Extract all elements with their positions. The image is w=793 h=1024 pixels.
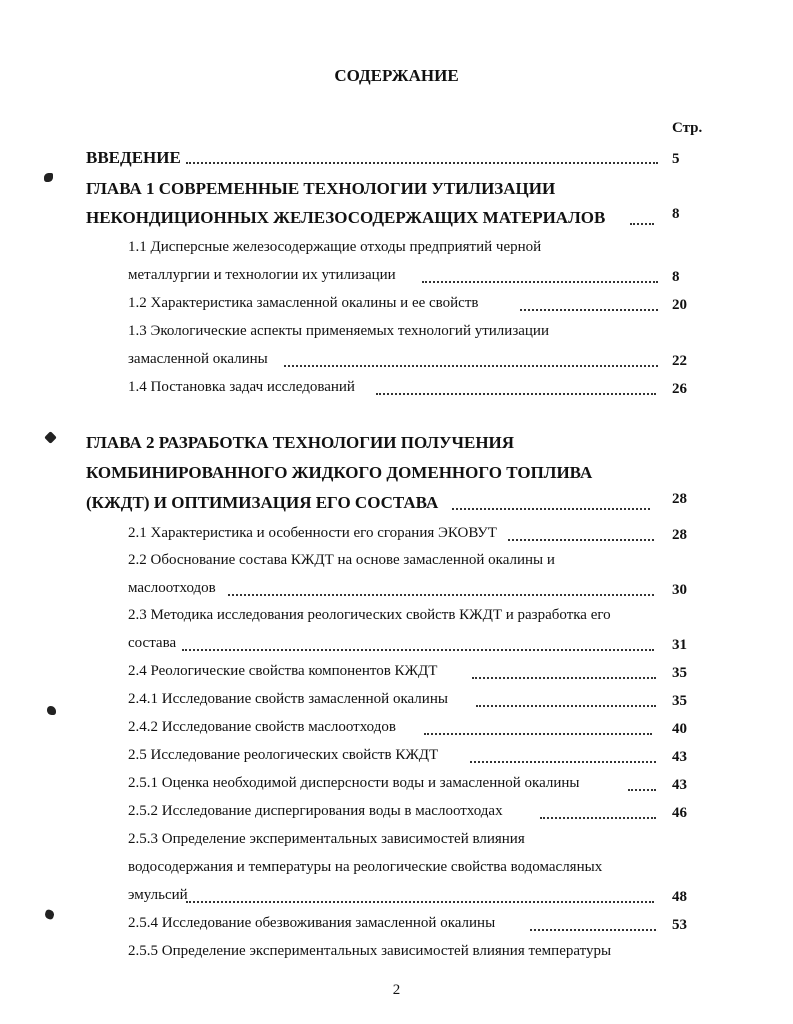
scan-mark bbox=[44, 431, 57, 444]
scan-mark bbox=[44, 909, 56, 921]
page-ref: 26 bbox=[672, 381, 687, 397]
toc-entry-2-5-3-line3: эмульсий bbox=[128, 887, 188, 903]
toc-chapter-1-line1: ГЛАВА 1 СОВРЕМЕННЫЕ ТЕХНОЛОГИИ УТИЛИЗАЦИИ bbox=[86, 179, 556, 198]
page-ref: 46 bbox=[672, 805, 687, 821]
toc-entry-1-2: 1.2 Характеристика замасленной окалины и ее свойств bbox=[128, 295, 479, 311]
toc-entry-1-1-line1: 1.1 Дисперсные железосодержащие отходы предприятий черной bbox=[128, 239, 542, 255]
dot-leader bbox=[452, 506, 650, 510]
toc-entry-intro: ВВЕДЕНИЕ bbox=[86, 148, 181, 167]
page-ref: 31 bbox=[672, 637, 687, 653]
page-ref: 28 bbox=[672, 491, 687, 507]
toc-chapter-2-line3: (КЖДТ) И ОПТИМИЗАЦИЯ ЕГО СОСТАВА bbox=[86, 493, 439, 512]
toc-entry-2-5-3-line1: 2.5.3 Определение экспериментальных зависимостей влияния bbox=[128, 831, 525, 847]
page-ref: 53 bbox=[672, 917, 687, 933]
dot-leader bbox=[520, 307, 658, 311]
dot-leader bbox=[508, 537, 654, 541]
page-ref: 30 bbox=[672, 582, 687, 598]
dot-leader bbox=[182, 647, 654, 651]
dot-leader bbox=[284, 363, 658, 367]
dot-leader bbox=[422, 279, 658, 283]
toc-entry-2-5-4: 2.5.4 Исследование обезвоживания замасленной окалины bbox=[128, 915, 496, 931]
page-ref: 48 bbox=[672, 889, 687, 905]
page-ref: 22 bbox=[672, 353, 687, 369]
toc-entry-2-4-1: 2.4.1 Исследование свойств замасленной окалины bbox=[128, 691, 448, 707]
toc-chapter-2-line1: ГЛАВА 2 РАЗРАБОТКА ТЕХНОЛОГИИ ПОЛУЧЕНИЯ bbox=[86, 433, 515, 452]
page-number: 2 bbox=[392, 982, 401, 998]
dot-leader bbox=[476, 703, 656, 707]
dot-leader bbox=[424, 731, 652, 735]
toc-entry-2-5-1: 2.5.1 Оценка необходимой дисперсности воды и замасленной окалины bbox=[128, 775, 580, 791]
scan-mark bbox=[47, 706, 56, 715]
dot-leader bbox=[472, 675, 656, 679]
page-ref: 40 bbox=[672, 721, 687, 737]
page-ref: 5 bbox=[672, 151, 680, 167]
toc-entry-2-5-2: 2.5.2 Исследование диспергирования воды в маслоотходах bbox=[128, 803, 503, 819]
toc-entry-1-3-line2: замасленной окалины bbox=[128, 351, 268, 367]
dot-leader bbox=[376, 391, 656, 395]
toc-entry-1-4: 1.4 Постановка задач исследований bbox=[128, 379, 355, 395]
toc-entry-2-1: 2.1 Характеристика и особенности его сгорания ЭКОВУТ bbox=[128, 525, 497, 541]
dot-leader bbox=[470, 759, 656, 763]
page-ref: 35 bbox=[672, 693, 687, 709]
dot-leader bbox=[530, 927, 656, 931]
page-ref: 8 bbox=[672, 269, 680, 285]
page-ref: 20 bbox=[672, 297, 687, 313]
dot-leader bbox=[228, 592, 654, 596]
toc-entry-2-2-line1: 2.2 Обоснование состава КЖДТ на основе замасленной окалины и bbox=[128, 552, 555, 568]
page-ref: 28 bbox=[672, 527, 687, 543]
pages-column-header: Стр. bbox=[672, 120, 703, 136]
scan-mark bbox=[44, 173, 53, 182]
dot-leader bbox=[540, 815, 656, 819]
dot-leader bbox=[186, 899, 654, 903]
page-ref: 35 bbox=[672, 665, 687, 681]
dot-leader bbox=[186, 160, 658, 164]
toc-entry-1-3-line1: 1.3 Экологические аспекты применяемых технологий утилизации bbox=[128, 323, 549, 339]
toc-entry-2-4: 2.4 Реологические свойства компонентов КЖДТ bbox=[128, 663, 438, 679]
toc-chapter-2-line2: КОМБИНИРОВАННОГО ЖИДКОГО ДОМЕННОГО ТОПЛИВА bbox=[86, 463, 593, 482]
page-ref: 8 bbox=[672, 206, 680, 222]
page-ref: 43 bbox=[672, 749, 687, 765]
page-ref: 43 bbox=[672, 777, 687, 793]
toc-entry-1-1-line2: металлургии и технологии их утилизации bbox=[128, 267, 396, 283]
toc-entry-2-3-line2: состава bbox=[128, 635, 177, 651]
toc-entry-2-3-line1: 2.3 Методика исследования реологических свойств КЖДТ и разработка его bbox=[128, 607, 611, 623]
dot-leader bbox=[628, 787, 656, 791]
dot-leader bbox=[630, 221, 654, 225]
toc-entry-2-5: 2.5 Исследование реологических свойств КЖДТ bbox=[128, 747, 439, 763]
toc-entry-2-5-3-line2: водосодержания и температуры на реологические свойства водомасляных bbox=[128, 859, 603, 875]
toc-entry-2-4-2: 2.4.2 Исследование свойств маслоотходов bbox=[128, 719, 396, 735]
toc-chapter-1-line2: НЕКОНДИЦИОННЫХ ЖЕЛЕЗОСОДЕРЖАЩИХ МАТЕРИАЛОВ bbox=[86, 208, 606, 227]
toc-entry-2-2-line2: маслоотходов bbox=[128, 580, 216, 596]
page-title: СОДЕРЖАНИЕ bbox=[334, 66, 459, 85]
toc-entry-2-5-5: 2.5.5 Определение экспериментальных зависимостей влияния температуры bbox=[128, 943, 612, 959]
